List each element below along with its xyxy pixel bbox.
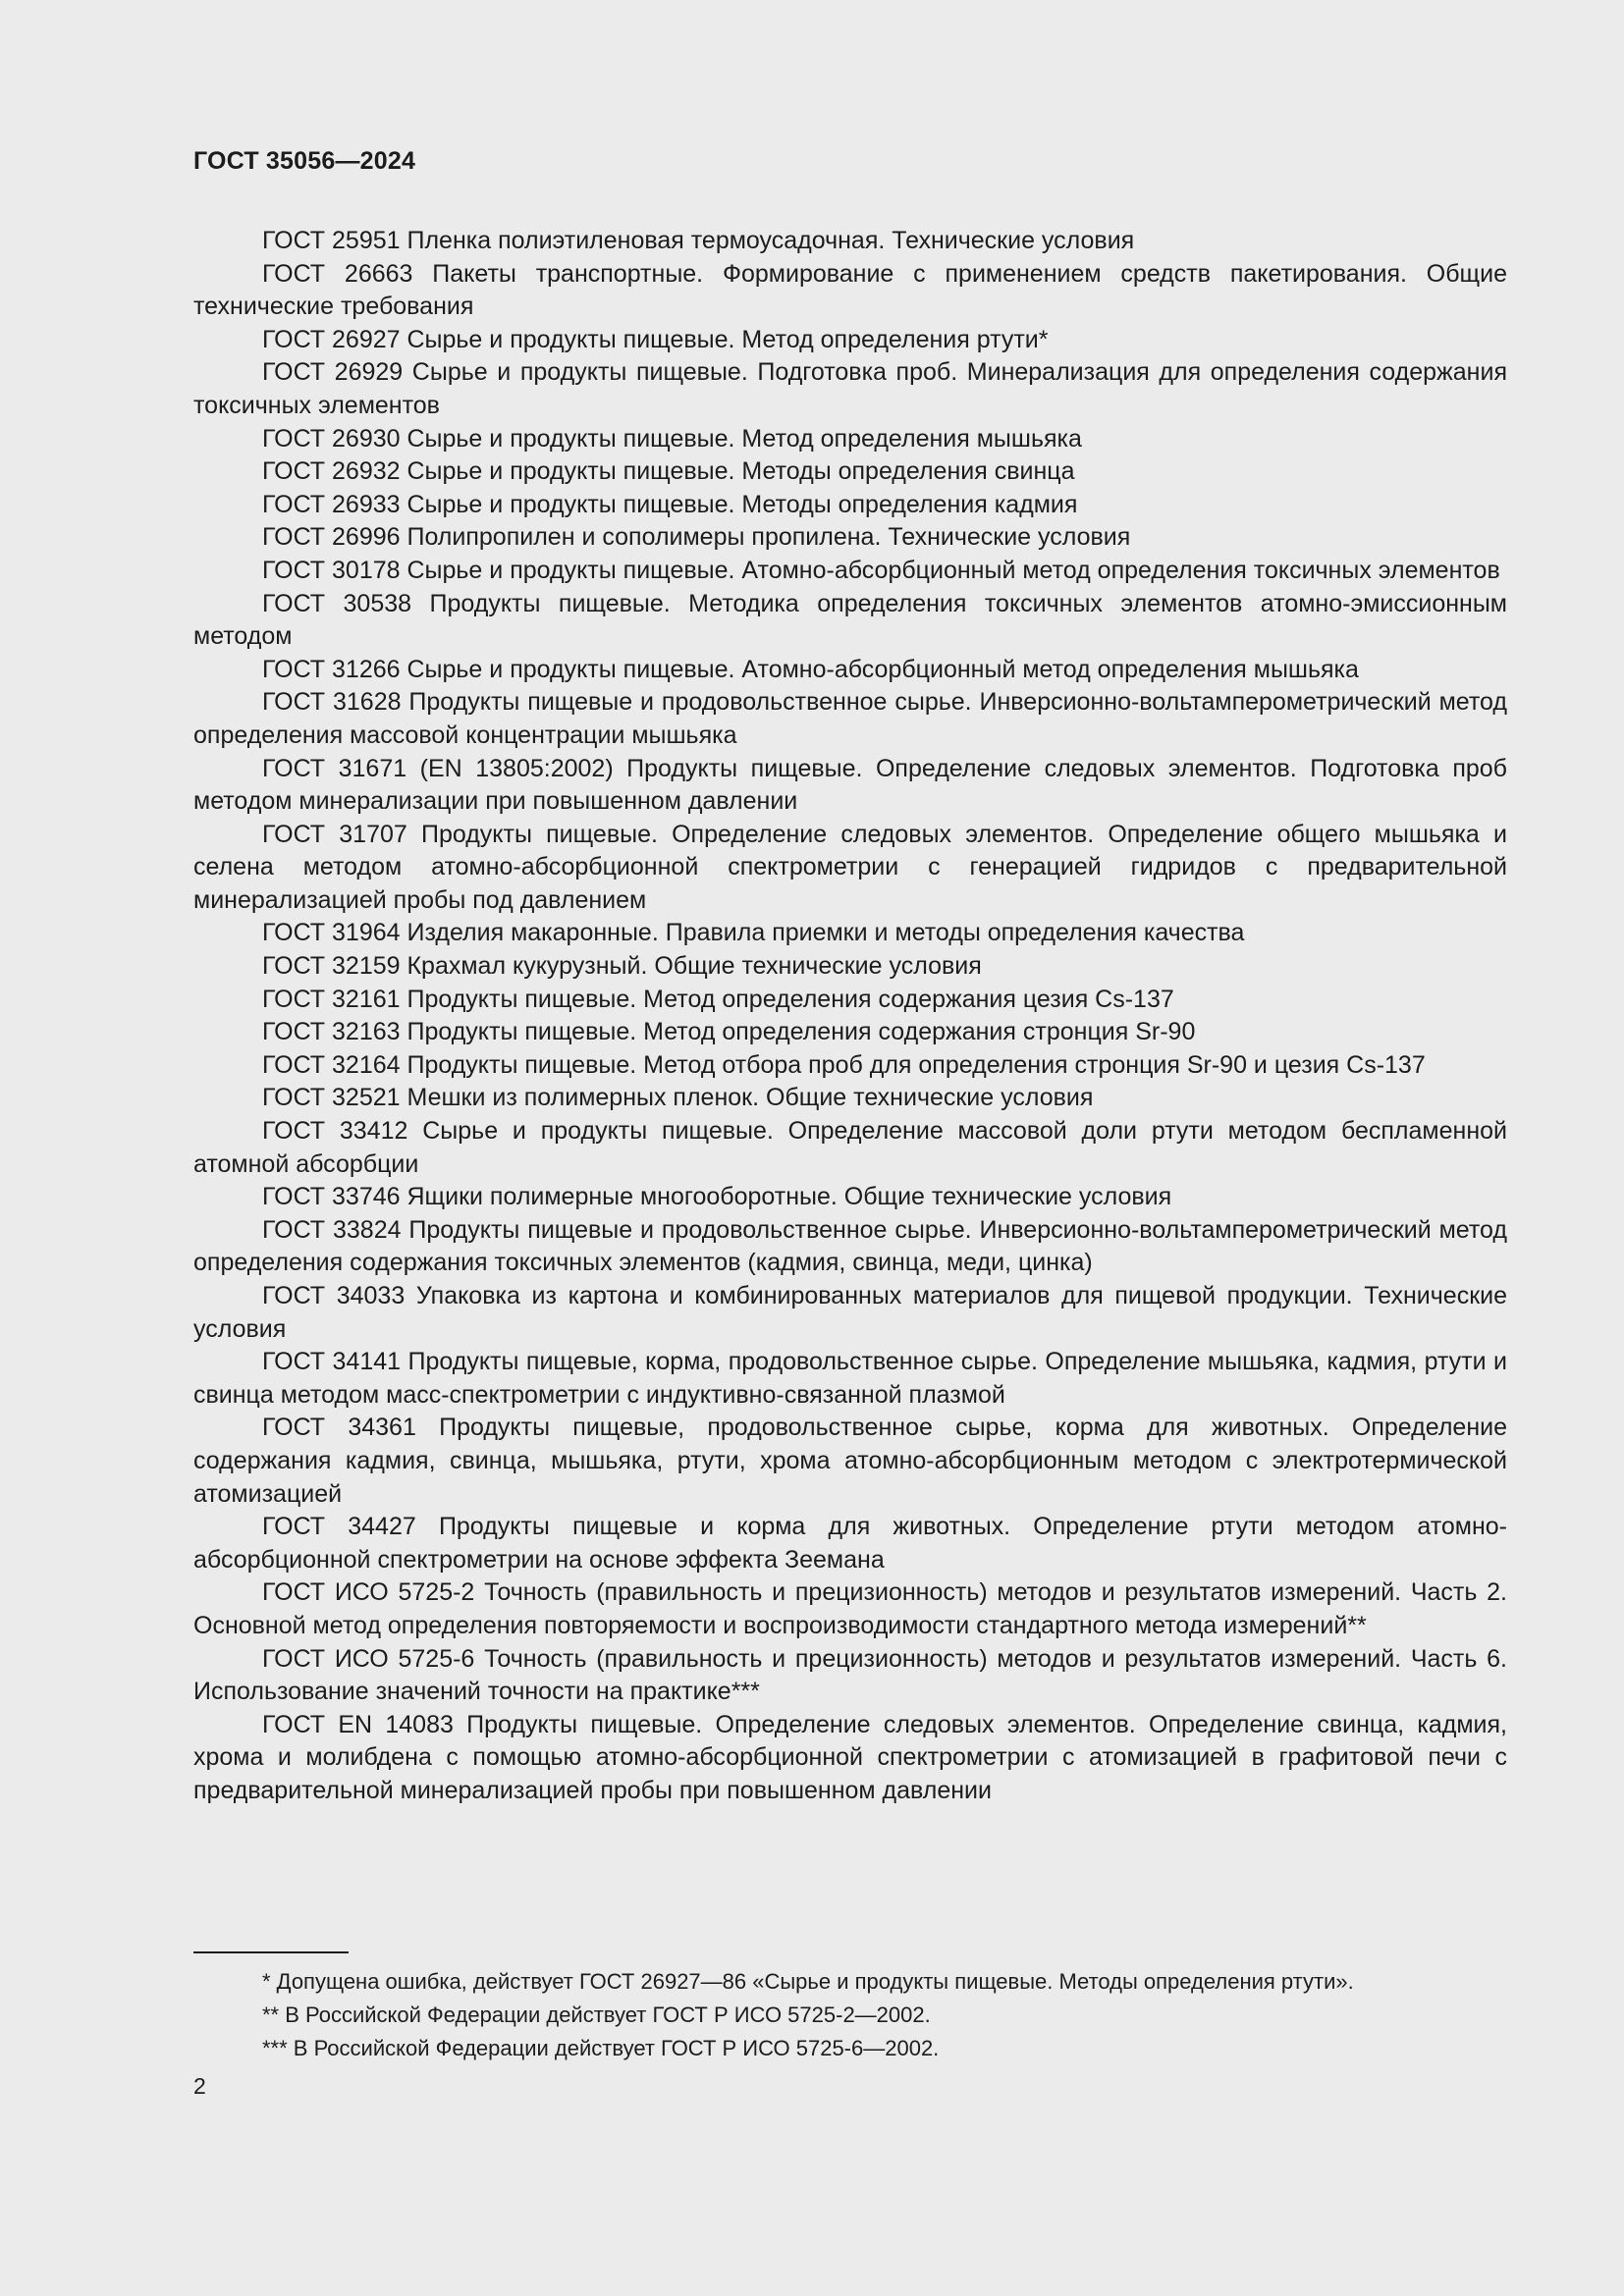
reference-item: ГОСТ EN 14083 Продукты пищевые. Определение следовых элементов. Определение свинца, кадмия, хрома и молибдена с помощью атомно-абсорбционной спектрометрии с атомизацией в графитовой печи с предварительной минерализацией пробы при повышенном давлении bbox=[193, 1710, 1507, 1804]
reference-item: ГОСТ 26996 Полипропилен и сополимеры пропилена. Технические условия bbox=[262, 523, 1131, 552]
reference-item: ГОСТ 32164 Продукты пищевые. Метод отбора проб для определения стронция Sr-90 и цезия Cs-137 bbox=[262, 1050, 1426, 1079]
reference-item: ГОСТ 30178 Сырье и продукты пищевые. Атомно-абсорбционный метод определения токсичных элементов bbox=[262, 556, 1500, 584]
footnote-divider bbox=[193, 1951, 349, 1953]
footnote-item: ** В Российской Федерации действует ГОСТ Р ИСО 5725-2—2002. bbox=[262, 2002, 931, 2027]
reference-item: ГОСТ 31266 Сырье и продукты пищевые. Атомно-абсорбционный метод определения мышьяка bbox=[262, 655, 1359, 683]
reference-item: ГОСТ 32521 Мешки из полимерных пленок. Общие технические условия bbox=[262, 1084, 1094, 1112]
reference-item: ГОСТ 32159 Крахмал кукурузный. Общие технические условия bbox=[262, 952, 982, 981]
reference-item: ГОСТ 26929 Сырье и продукты пищевые. Подготовка проб. Минерализация для определения содержания токсичных элементов bbox=[193, 358, 1507, 419]
reference-item: ГОСТ 26932 Сырье и продукты пищевые. Методы определения свинца bbox=[262, 457, 1075, 486]
normative-references-list bbox=[193, 225, 1507, 1808]
document-header: ГОСТ 35056—2024 bbox=[193, 147, 416, 175]
reference-item: ГОСТ 31707 Продукты пищевые. Определение следовых элементов. Определение общего мышьяка и селена методом атомно-абсорбционной спектрометрии с генерацией гидридов с предварительной минерализацией пробы под давлением bbox=[193, 820, 1507, 914]
reference-item: ГОСТ 26927 Сырье и продукты пищевые. Метод определения ртути* bbox=[262, 325, 1049, 353]
reference-item: ГОСТ 26933 Сырье и продукты пищевые. Методы определения кадмия bbox=[262, 490, 1078, 518]
reference-item: ГОСТ 33746 Ящики полимерные многооборотные. Общие технические условия bbox=[262, 1183, 1172, 1211]
footnotes bbox=[193, 1965, 1507, 2065]
reference-item: ГОСТ 34141 Продукты пищевые, корма, продовольственное сырье. Определение мышьяка, кадмия, ртути и свинца методом масс-спектрометрии с индуктивно-связанной плазмой bbox=[193, 1348, 1507, 1409]
reference-item: ГОСТ 34033 Упаковка из картона и комбинированных материалов для пищевой продукции. Технические условия bbox=[193, 1282, 1507, 1343]
reference-item: ГОСТ 32161 Продукты пищевые. Метод определения содержания цезия Cs-137 bbox=[262, 985, 1174, 1013]
reference-item: ГОСТ 34427 Продукты пищевые и корма для животных. Определение ртути методом атомно-абсорбционной спектрометрии на основе эффекта Зеемана bbox=[193, 1513, 1507, 1574]
reference-item: ГОСТ 30538 Продукты пищевые. Методика определения токсичных элементов атомно-эмиссионным методом bbox=[193, 589, 1507, 651]
footnote-item: *** В Российской Федерации действует ГОСТ Р ИСО 5725-6—2002. bbox=[262, 2036, 940, 2060]
reference-item: ГОСТ 26930 Сырье и продукты пищевые. Метод определения мышьяка bbox=[262, 424, 1082, 453]
page-number: 2 bbox=[193, 2073, 206, 2099]
reference-item: ГОСТ ИСО 5725-6 Точность (правильность и прецизионность) методов и результатов измерений. Часть 6. Использование значений точности на практике*** bbox=[193, 1644, 1507, 1706]
reference-item: ГОСТ ИСО 5725-2 Точность (правильность и прецизионность) методов и результатов измерений. Часть 2. Основной метод определения повторяемости и воспроизводимости стандартного метода измерений** bbox=[193, 1578, 1507, 1639]
reference-item: ГОСТ 31628 Продукты пищевые и продовольственное сырье. Инверсионно-вольтамперометрический метод определения массовой концентрации мышьяка bbox=[193, 688, 1507, 749]
reference-item: ГОСТ 33412 Сырье и продукты пищевые. Определение массовой доли ртути методом беспламенной атомной абсорбции bbox=[193, 1117, 1507, 1178]
footnote-item: * Допущена ошибка, действует ГОСТ 26927—86 «Сырье и продукты пищевые. Методы определения ртути». bbox=[262, 1969, 1354, 1994]
reference-item: ГОСТ 31964 Изделия макаронные. Правила приемки и методы определения качества bbox=[262, 919, 1245, 947]
reference-item: ГОСТ 32163 Продукты пищевые. Метод определения содержания стронция Sr-90 bbox=[262, 1018, 1196, 1046]
reference-item: ГОСТ 31671 (EN 13805:2002) Продукты пищевые. Определение следовых элементов. Подготовка проб методом минерализации при повышенном давлении bbox=[193, 754, 1507, 816]
reference-item: ГОСТ 34361 Продукты пищевые, продовольственное сырье, корма для животных. Определение содержания кадмия, свинца, мышьяка, ртути, хрома атомно-абсорбционным методом с электротермической атомизацией bbox=[193, 1414, 1507, 1508]
reference-item: ГОСТ 25951 Пленка полиэтиленовая термоусадочная. Технические условия bbox=[262, 227, 1135, 254]
reference-item: ГОСТ 33824 Продукты пищевые и продовольственное сырье. Инверсионно-вольтамперометрический метод определения содержания токсичных элементов (кадмия, свинца, меди, цинка) bbox=[193, 1215, 1507, 1277]
reference-item: ГОСТ 26663 Пакеты транспортные. Формирование с применением средств пакетирования. Общие технические требования bbox=[193, 259, 1507, 321]
